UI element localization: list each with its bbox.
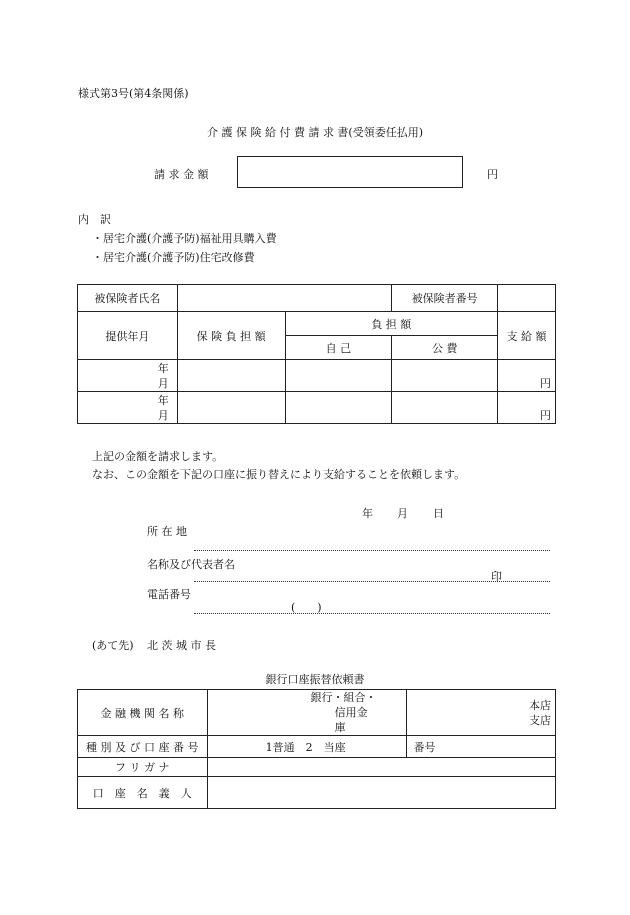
- burden-header: 負 担 額: [285, 312, 498, 336]
- date-month: 月: [397, 507, 408, 520]
- phone-area-code: ( ): [291, 601, 322, 614]
- payment-header: 支 給 額: [498, 312, 556, 360]
- insured-number-label: 被保険者番号: [392, 285, 498, 312]
- breakdown-item-welfare: ・居宅介護(介護予防)福祉用具購入費: [92, 232, 277, 245]
- account-type-label: 種 別 及 び 口 座 番 号: [78, 736, 208, 758]
- period-cell[interactable]: 年 月: [78, 360, 178, 392]
- breakdown-heading: 内 訳: [78, 213, 111, 226]
- branch-field[interactable]: 本店 支店: [407, 690, 556, 736]
- bank-form-title: 銀行口座振替依頼書: [265, 673, 365, 686]
- table-row: [78, 392, 556, 424]
- representative-label: 名称及び代表者名: [147, 558, 235, 571]
- claim-amount-label: 請 求 金 額: [154, 168, 209, 181]
- furigana-field[interactable]: [207, 758, 555, 777]
- account-holder-field[interactable]: [207, 777, 555, 809]
- bank-account-table: [77, 689, 556, 809]
- public-burden-header: 公 費: [392, 336, 498, 360]
- period-cell[interactable]: 年 月: [78, 392, 178, 424]
- furigana-label: フ リ ガ ナ: [78, 758, 208, 777]
- institution-label: 金 融 機 関 名 称: [78, 690, 208, 736]
- phone-line[interactable]: [194, 613, 550, 614]
- claim-amount-box[interactable]: [237, 156, 463, 188]
- form-number: 様式第3号(第4条関係): [78, 87, 189, 100]
- statement-line-2: なお、この金額を下記の口座に振り替えにより支給することを依頼します。: [92, 468, 466, 481]
- statement-line-1: 上記の金額を請求します。: [92, 450, 224, 463]
- breakdown-item-renovation: ・居宅介護(介護予防)住宅改修費: [92, 251, 255, 264]
- addressee-name: 北 茨 城 市 長: [147, 639, 216, 652]
- date-year: 年: [362, 507, 373, 520]
- payment-cell[interactable]: 円: [498, 392, 556, 424]
- claim-amount-unit: 円: [487, 168, 498, 181]
- self-burden-cell[interactable]: [285, 360, 392, 392]
- table-row: [78, 360, 556, 392]
- public-burden-cell[interactable]: [392, 392, 498, 424]
- addressee-prefix: (あて先): [92, 639, 134, 652]
- insurance-share-header: 保 険 負 担 額: [177, 312, 285, 360]
- period-header: 提供年月: [78, 312, 178, 360]
- form-title: 介 護 保 険 給 付 費 請 求 書(受領委任払用): [206, 126, 424, 139]
- address-label: 所 在 地: [147, 525, 187, 538]
- insurance-share-cell[interactable]: [177, 360, 285, 392]
- public-burden-cell[interactable]: [392, 360, 498, 392]
- account-holder-label: 口 座 名 義 人: [78, 777, 208, 809]
- payment-cell[interactable]: 円: [498, 360, 556, 392]
- institution-field[interactable]: 銀行・組合・ 信用金庫: [207, 690, 407, 736]
- self-burden-header: 自 己: [285, 336, 392, 360]
- account-type-field[interactable]: 1普通 2 当座: [207, 736, 407, 758]
- date-day: 日: [433, 507, 444, 520]
- self-burden-cell[interactable]: [285, 392, 392, 424]
- phone-label: 電話番号: [147, 588, 191, 601]
- insurance-share-cell[interactable]: [177, 392, 285, 424]
- insured-name-field[interactable]: [177, 285, 392, 312]
- account-number-field[interactable]: 番号: [407, 736, 556, 758]
- seal-mark: 印: [491, 570, 502, 583]
- representative-line[interactable]: [194, 581, 550, 582]
- address-line[interactable]: [194, 550, 550, 551]
- insured-number-field[interactable]: [498, 285, 556, 312]
- insured-name-label: 被保険者氏名: [78, 285, 178, 312]
- insured-table: [77, 284, 556, 424]
